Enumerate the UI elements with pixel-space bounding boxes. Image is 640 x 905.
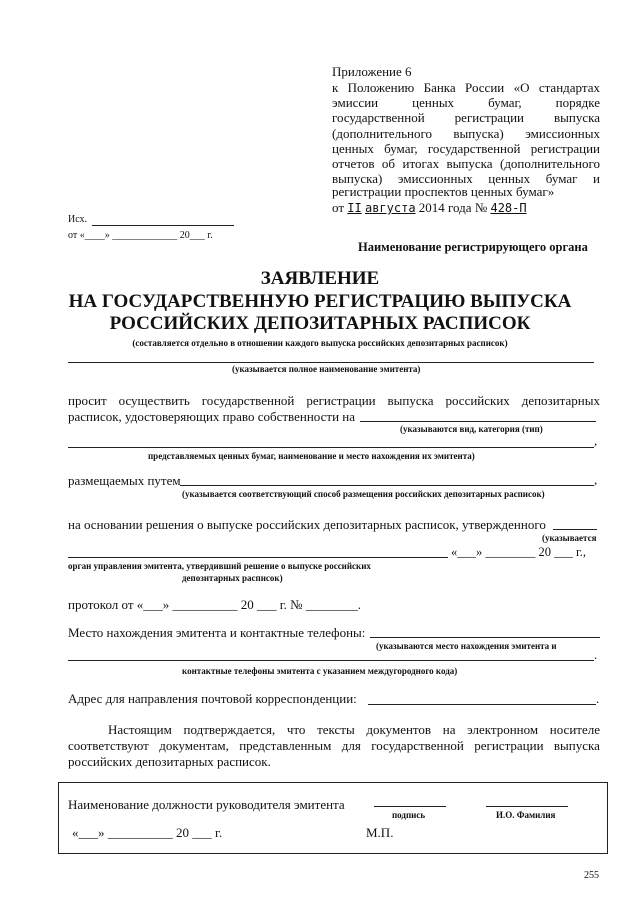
period-mark: .	[594, 647, 598, 662]
appendix-word: выпуска	[554, 110, 600, 126]
location-label: Место нахождения эмитента и контактные телефоны:	[68, 625, 366, 640]
protocol-line: протокол от «___» __________ 20 ___ г. № ________.	[68, 597, 362, 612]
securities-type-hint: (указываются вид, категория (тип)	[400, 424, 543, 434]
stamp-mark: М.П.	[366, 825, 394, 840]
appendix-word: итогах	[402, 156, 440, 171]
appendix-word: России	[465, 80, 505, 95]
appendix-line	[332, 95, 600, 111]
phones-hint: контактные телефоны эмитента с указанием междугородного кода)	[182, 666, 458, 676]
outgoing-label: Исх.	[68, 214, 88, 225]
securities-description-field[interactable]	[68, 447, 594, 448]
appendix-word: к	[332, 80, 339, 95]
placement-method-field[interactable]	[180, 485, 594, 486]
date-prefix: от	[332, 200, 345, 215]
signature-field[interactable]	[374, 806, 446, 807]
appendix-word: стандартах	[538, 80, 600, 95]
form-title: ЗАЯВЛЕНИЕ	[260, 268, 380, 289]
position-label: Наименование должности руководителя эмитента	[68, 797, 345, 812]
appendix-word: отчетов	[332, 156, 375, 171]
decision-hint-line2: депозитарных расписок)	[182, 573, 283, 583]
date-year: 2014 года №	[418, 200, 488, 215]
location-field[interactable]	[370, 637, 600, 638]
appendix-word: об	[381, 156, 396, 171]
appendix-word: ценных	[332, 140, 374, 156]
decision-approver-field[interactable]	[68, 557, 448, 558]
text-word: документам,	[159, 738, 229, 753]
outgoing-number-line[interactable]	[92, 225, 234, 226]
outgoing-date: от «____» _____________ 20___ г.	[68, 230, 213, 241]
placement-method-hint: (указывается соответствующий способ размещения российских депозитарных расписок)	[182, 489, 545, 499]
appendix-line	[332, 156, 600, 172]
request-text-line2: расписок, удостоверяющих право собственности на	[68, 409, 355, 424]
comma-mark: ,	[594, 433, 598, 448]
full-name-hint: И.О. Фамилия	[496, 810, 556, 820]
appendix-word: эмиссии	[332, 95, 379, 111]
securities-description-hint: представляемых ценных бумаг, наименование и место нахождения их эмитента)	[148, 451, 475, 461]
appendix-word: регистрации	[530, 140, 600, 156]
form-title-note: (составляется отдельно в отношении каждого выпуска российских депозитарных расписок)	[132, 338, 508, 348]
form-title-line3: РОССИЙСКИХ ДЕПОЗИТАРНЫХ РАСПИСОК	[109, 313, 531, 334]
appendix-line	[332, 126, 600, 142]
securities-type-field[interactable]	[360, 421, 596, 422]
location-hint: (указываются место нахождения эмитента и	[376, 641, 557, 651]
page-number: 255	[584, 870, 599, 881]
appendix-last-line: регистрации проспектов ценных бумаг»	[332, 184, 555, 199]
regulation-number: 428-П	[490, 201, 527, 215]
text-word: электронном	[467, 722, 539, 737]
text-word: документов	[366, 722, 432, 737]
text-word: государственной	[371, 738, 464, 753]
appendix-heading: Приложение 6	[332, 64, 412, 79]
appendix-word: эмиссионных	[525, 125, 600, 141]
signature-hint: подпись	[392, 810, 426, 820]
decision-hint-right: (указывается	[542, 533, 597, 543]
text-word: выпуска	[387, 393, 434, 408]
date-month: августа	[364, 201, 416, 215]
text-word: государственной	[201, 393, 295, 408]
appendix-word: ценных	[488, 171, 531, 187]
text-word: регистрации	[474, 738, 544, 753]
form-title-line2: НА ГОСУДАРСТВЕННУЮ РЕГИСТРАЦИЮ ВЫПУСКА	[68, 291, 572, 312]
period-mark: .	[596, 691, 600, 706]
confirmation-line1	[108, 722, 600, 738]
appendix-line	[332, 141, 600, 157]
appendix-date-line	[332, 200, 527, 216]
text-word: носителе	[549, 722, 600, 737]
text-word: тексты	[317, 722, 355, 737]
text-word: для	[341, 738, 361, 753]
text-word: российских	[445, 393, 510, 408]
appendix-word: эмиссионных	[397, 171, 473, 187]
text-word: соответствуют	[68, 738, 149, 753]
text-word: просит	[68, 393, 107, 408]
appendix-word: и	[593, 171, 600, 187]
phones-field[interactable]	[68, 660, 594, 661]
appendix-word: государственной	[427, 140, 521, 156]
text-word: Настоящим	[108, 722, 172, 737]
appendix-word: Положению	[347, 80, 415, 95]
text-word: осуществить	[118, 393, 190, 408]
decision-text: на основании решения о выпуске российских депозитарных расписок, утвержденного	[68, 517, 546, 532]
decision-approver-field-start[interactable]	[553, 529, 597, 530]
text-word: на	[442, 722, 456, 737]
appendix-word: выпуска)	[332, 171, 383, 187]
request-text-line1	[68, 393, 600, 409]
appendix-line	[332, 110, 600, 126]
issuer-name-hint: (указывается полное наименование эмитента)	[232, 364, 421, 374]
date-day: II	[347, 201, 362, 215]
appendix-word: «О	[513, 80, 530, 95]
text-word: выпуска	[553, 738, 600, 753]
appendix-word: государственной	[332, 110, 425, 126]
appendix-line	[332, 80, 600, 96]
appendix-word: (дополнительного	[499, 156, 600, 171]
text-word: депозитарных	[521, 393, 600, 408]
appendix-word: бумаг	[545, 171, 578, 187]
appendix-word: бумаг,	[384, 140, 418, 156]
confirmation-line2	[68, 738, 600, 754]
decision-date: «___» ________ 20 ___ г.,	[451, 545, 586, 559]
appendix-word: (дополнительного	[332, 125, 432, 141]
appendix-word: выпуска)	[453, 125, 504, 141]
decision-hint-line1: орган управления эмитента, утвердивший решение о выпуске российских	[68, 561, 371, 571]
text-word: что	[286, 722, 306, 737]
full-name-field[interactable]	[486, 806, 568, 807]
appendix-word: Банка	[423, 80, 456, 95]
appendix-word: ценных	[412, 95, 455, 111]
appendix-word: выпуска	[446, 156, 493, 171]
confirmation-line3: российских депозитарных расписок.	[68, 754, 271, 769]
text-word: регистрации	[306, 393, 376, 408]
placement-label: размещаемых путем	[68, 473, 181, 488]
postal-address-field[interactable]	[368, 704, 596, 705]
registrar-name-label: Наименование регистрирующего органа	[358, 240, 588, 254]
signature-date: «___» __________ 20 ___ г.	[72, 825, 223, 840]
appendix-word: бумаг,	[488, 95, 522, 111]
issuer-name-field[interactable]	[68, 362, 594, 363]
comma-mark: ,	[594, 472, 598, 487]
text-word: подтверждается,	[183, 722, 276, 737]
postal-address-label: Адрес для направления почтовой корреспонденции:	[68, 691, 357, 706]
text-word: представленным	[239, 738, 332, 753]
appendix-word: регистрации	[454, 110, 524, 126]
appendix-word: порядке	[555, 95, 600, 111]
